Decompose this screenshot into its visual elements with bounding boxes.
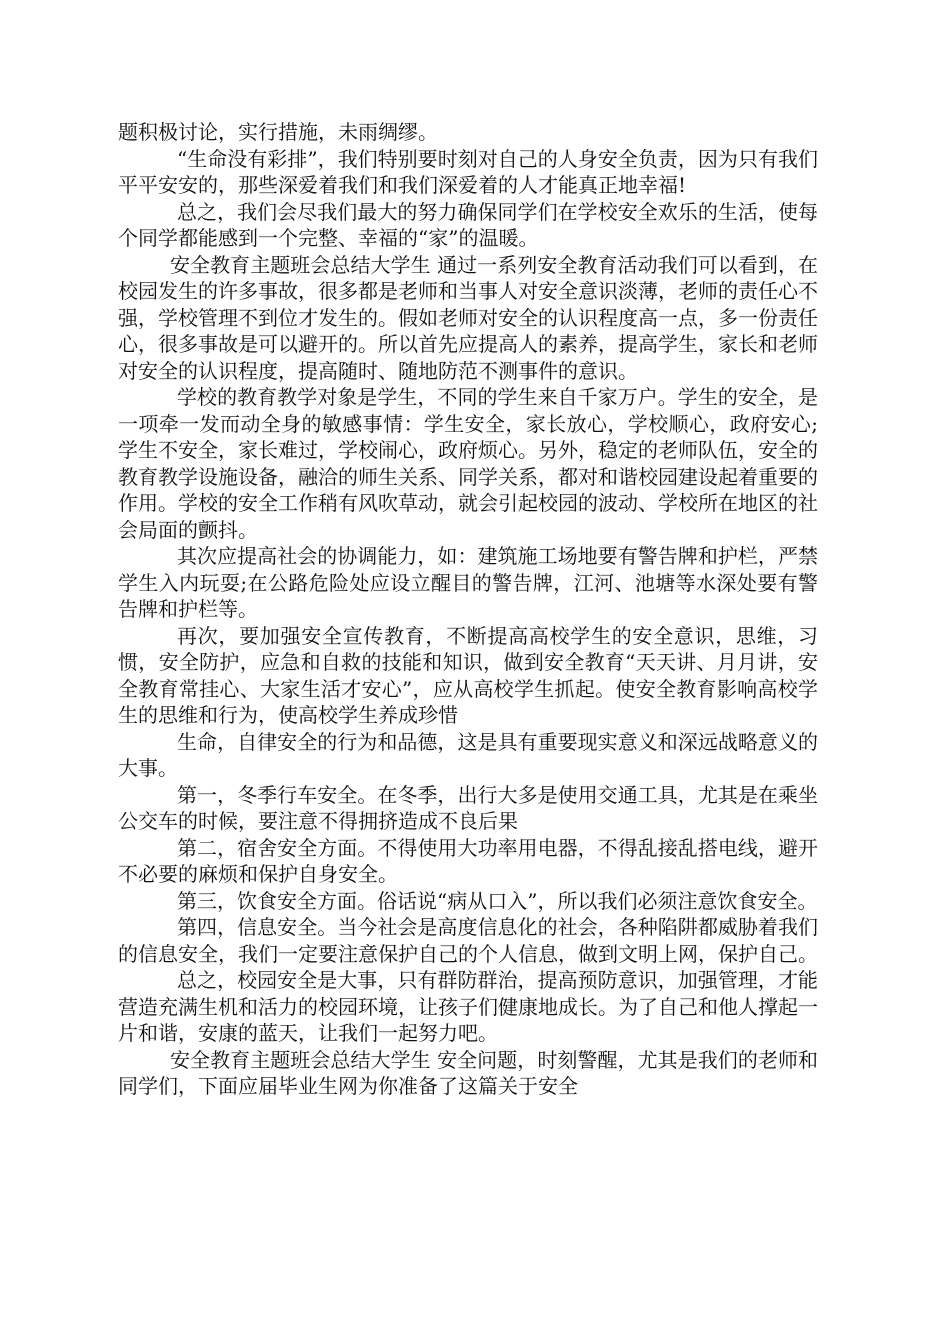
paragraph-11: 第三，饮食安全方面。俗话说“病从口入”，所以我们必须注意饮食安全。: [177, 888, 818, 913]
paragraph-3: 总之，我们会尽我们最大的努力确保同学们在学校安全欢乐的生活，使每个同学都能感到一个完整、幸福的“家”的温暖。: [118, 199, 818, 250]
paragraph-5: 学校的教育教学对象是学生，不同的学生来自千家万户。学生的安全，是一项牵一发而动全身的敏感事情：学生安全，家长放心，学校顺心，政府安心;学生不安全，家长难过，学校闹心，政府烦心。另外，稳定的老师队伍，安全的教育教学设施设备，融洽的师生关系、同学关系，都对和谐校园建设起着重要的作用。学校的安全工作稍有风吹草动，就会引起校园的波动、学校所在地区的社会局面的颤抖。: [118, 385, 818, 542]
paragraph-8: 生命，自律安全的行为和品德，这是具有重要现实意义和深远战略意义的大事。: [118, 729, 818, 780]
document-body: [118, 119, 818, 1100]
paragraph-12: 第四，信息安全。当今社会是高度信息化的社会，各种陷阱都威胁着我们的信息安全，我们一定要注意保护自己的个人信息，做到文明上网，保护自己。: [118, 915, 818, 966]
paragraph-4: 安全教育主题班会总结大学生 通过一系列安全教育活动我们可以看到，在校园发生的许多事故，很多都是老师和当事人对安全意识淡薄，老师的责任心不强，学校管理不到位才发生的。假如老师对安全的认识程度高一点，多一份责任心，很多事故是可以避开的。所以首先应提高人的素养，提高学生，家长和老师对安全的认识程度，提高随时、随地防范不测事件的意识。: [118, 252, 818, 383]
paragraph-6: 其次应提高社会的协调能力，如：建筑施工场地要有警告牌和护栏，严禁学生入内玩耍;在公路危险处应设立醒目的警告牌，江河、池塘等水深处要有警告牌和护栏等。: [118, 544, 818, 621]
paragraph-14: 安全教育主题班会总结大学生 安全问题，时刻警醒，尤其是我们的老师和同学们，下面应届毕业生网为你准备了这篇关于安全: [118, 1047, 818, 1098]
paragraph-13: 总之，校园安全是大事，只有群防群治，提高预防意识，加强管理，才能营造充满生机和活力的校园环境，让孩子们健康地成长。为了自己和他人撑起一片和谐，安康的蓝天，让我们一起努力吧。: [118, 968, 818, 1045]
paragraph-9: 第一，冬季行车安全。在冬季，出行大多是使用交通工具，尤其是在乘坐公交车的时候，要注意不得拥挤造成不良后果: [118, 782, 818, 833]
paragraph-1: 题积极讨论，实行措施，未雨绸缪。: [118, 120, 438, 144]
paragraph-10: 第二，宿舍安全方面。不得使用大功率用电器，不得乱接乱搭电线，避开不必要的麻烦和保护自身安全。: [118, 835, 818, 886]
paragraph-2: “生命没有彩排”，我们特别要时刻对自己的人身安全负责，因为只有我们平平安安的，那些深爱着我们和我们深爱着的人才能真正地幸福!: [118, 146, 818, 197]
paragraph-7: 再次，要加强安全宣传教育，不断提高高校学生的安全意识，思维，习惯，安全防护，应急和自救的技能和知识，做到安全教育“天天讲、月月讲，安全教育常挂心、大家生活才安心”，应从高校学生抓起。使安全教育影响高校学生的思维和行为，使高校学生养成珍惜: [118, 623, 818, 727]
